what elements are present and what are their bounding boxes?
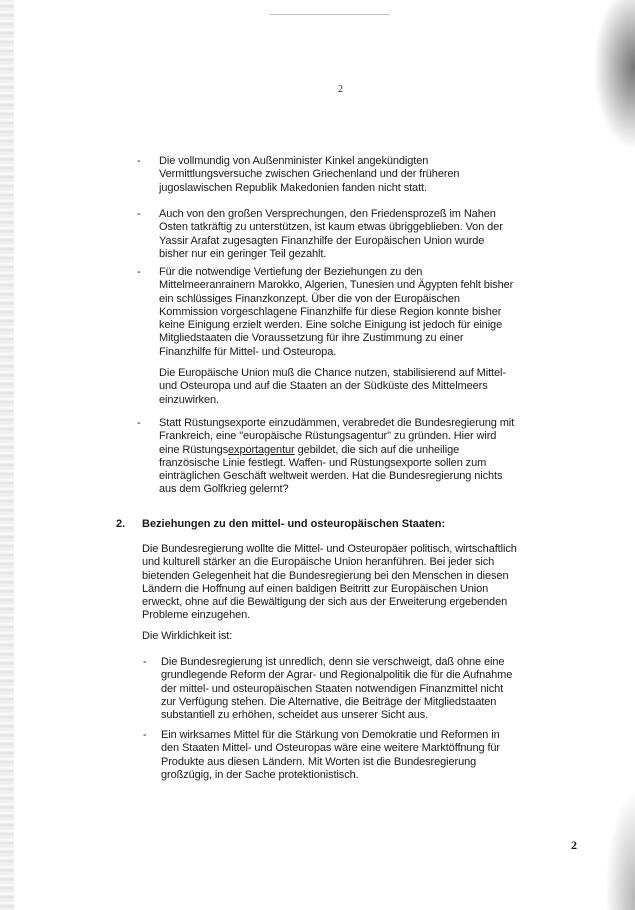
underlined-word: exportagentur [228,443,295,456]
scan-shadow-bottom-right [605,790,635,910]
text-line: erweckt, ohne auf die Bewältigung der sich aus der Erweiterung ergebenden [142,596,508,609]
text-line: einzuwirken. [159,393,219,406]
text-line: substantiell zu erhöhen, scheidet aus unserer Sicht aus. [161,709,429,722]
text-line: jugoslawischen Republik Makedonien fanden nicht statt. [159,181,427,194]
bullet-middle-east-peace [159,208,503,261]
text-line: keine Einigung erzielt werden. Eine solche Einigung ist jedoch für einige [159,319,503,332]
bullet-armaments-agency [159,417,514,497]
text-line: Die Bundesregierung wollte die Mittel- und Osteuropäer politisch, wirtschaftlich [142,543,517,555]
bullet-marker: - [137,266,141,278]
text-line: aus dem Golfkrieg gelernt? [159,483,289,496]
text-line [159,444,459,456]
text-line: Ländern die Hoffnung auf einen baldigen Beitritt zur Europäischen Union [142,582,489,595]
text-line: und kulturell stärker an die Europäische Union heranführen. Bei jeder sich [142,556,495,569]
text-line: Die Wirklichkeit ist: [142,630,233,642]
text-line: Mittelmeeranrainern Marokko, Algerien, Tunesien und Ägypten fehlt bisher [159,279,514,292]
text-line: Probleme einzugehen. [142,609,251,622]
page-number-header: 2 [338,84,343,95]
text-line: Vermittlungsversuche zwischen Griechenland und der früheren [159,168,460,181]
text-line: und Osteuropa und auf die Staaten an der Südküste des Mittelmeers [159,380,488,393]
text-line: zur Verfügung stehen. Die Alternative, die Beiträge der Mitgliedstaaten [161,695,497,708]
text-line: Mitgliedstaaten die Voraussetzung für ihre Zustimmung zu einer [159,332,464,345]
text-line: Yassir Arafat zugesagten Finanzhilfe der Europäischen Union wurde [159,234,485,247]
reality-label [142,630,232,643]
paragraph-eu-chance [159,367,506,407]
bullet-mediterranean-finance [159,266,513,359]
text-line: einträglichen Geschäft weltweit werden. Hat die Bundesregierung nichts [159,470,503,483]
text-line: Die Europäische Union muß die Chance nutzen, stabilisierend auf Mittel- [159,367,506,379]
paragraph-section2-intro [142,543,517,623]
text-line: den Staaten Mittel- und Osteuropas wäre eine weitere Marktöffnung für [161,742,500,755]
text-line: Statt Rüstungsexporte einzudämmen, verabredet die Bundesregierung mit [159,417,515,429]
text-line: Auch von den großen Versprechungen, den Friedensprozeß im Nahen [159,208,496,220]
bullet-market-opening [161,729,500,782]
bullet-agrar-reform [161,656,512,722]
text-line: Produkte aus diesen Ländern. Mit Worten ist die Bundesregierung [161,755,477,768]
section-heading: Beziehungen zu den mittel- und osteuropäischen Staaten: [142,518,446,530]
text-line: Osten tatkräftig zu unterstützen, ist kaum etwas übriggeblieben. Von der [159,221,503,234]
scan-shadow-left [0,0,14,910]
text-line: Für die notwendige Vertiefung der Beziehungen zu den [159,266,423,278]
text-line: Frankreich, eine "europäische Rüstungsagentur" zu gründen. Hier wird [159,430,497,443]
text-fragment: eine Rüstungs [159,443,229,456]
bullet-kinkel-mediation [159,155,459,195]
text-line: Finanzhilfe für Mittel- und Osteuropa. [159,345,337,358]
section-number: 2. [116,518,126,530]
text-line: großzügig, in der Sache protektionistisch. [161,768,359,781]
bullet-marker: - [137,417,141,429]
text-line: bietenden Gelegenheit hat die Bundesregierung bei den Menschen in diesen [142,569,509,582]
text-line: bisher nur ein geringer Teil gezahlt. [159,247,327,260]
page-number-footer: 2 [571,838,577,852]
text-line: Ein wirksames Mittel für die Stärkung von Demokratie und Reformen in [161,729,500,741]
text-line: Die vollmundig von Außenminister Kinkel angekündigten [159,155,429,167]
bullet-marker: - [137,208,141,220]
bullet-marker: - [137,155,141,167]
scan-artifact-line [270,14,390,15]
bullet-marker: - [143,656,147,668]
text-line: Die Bundesregierung ist unredlich, denn sie verschweigt, daß ohne eine [161,656,505,668]
text-line: grundlegende Reform der Agrar- und Regionalpolitik die für die Aufnahme [161,669,513,682]
text-line: Kommission vorgeschlagene Finanzhilfe für diese Region konnte bisher [159,305,502,318]
text-line: der mittel- und osteuropäischen Staaten notwendigen Finanzmittel nicht [161,682,504,695]
text-line: französische Linie festlegt. Waffen- und Rüstungsexporte sollen zum [159,456,487,469]
bullet-marker: - [143,729,147,741]
text-line: ein schlüssiges Finanzkonzept. Über die von der Europäischen [159,292,460,305]
text-fragment: gebildet, die sich auf die unheilige [294,443,460,456]
scan-shadow-top-right [593,0,635,150]
